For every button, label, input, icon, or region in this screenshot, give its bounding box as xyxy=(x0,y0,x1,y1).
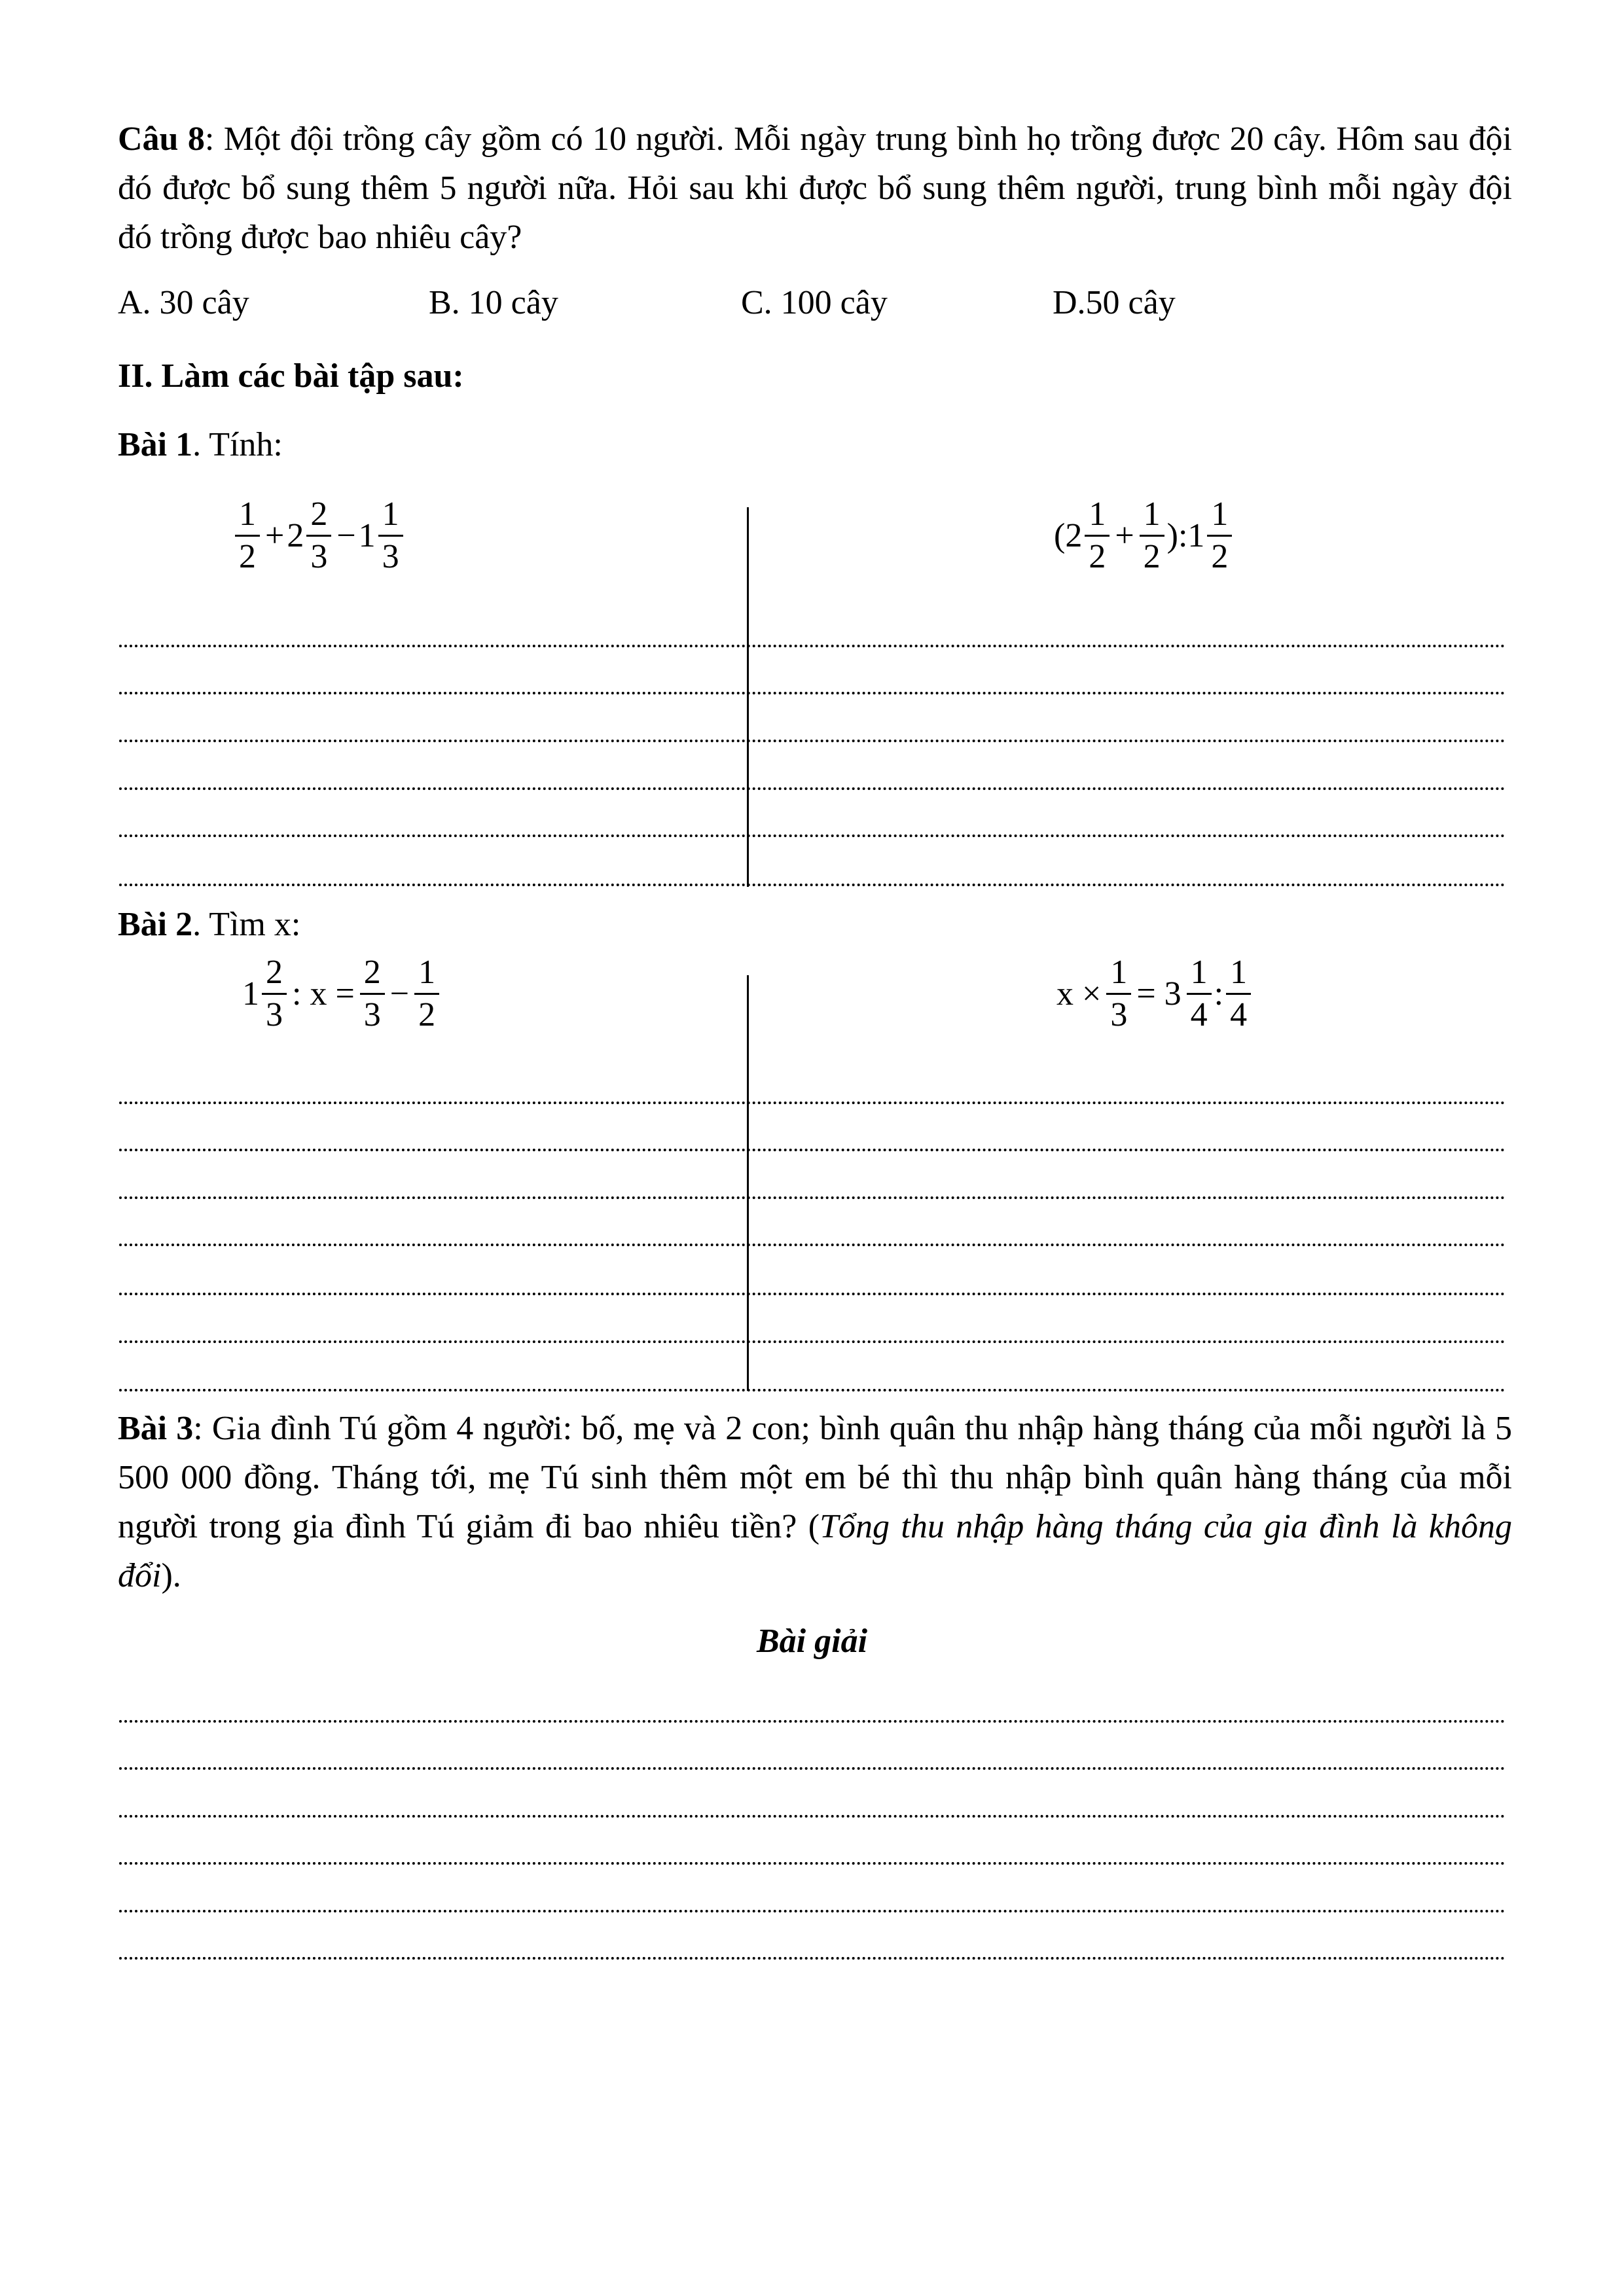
exercise-2-left-expression: 1 $\frac{2}{3}$ : x = $\frac{2}{3}$ − $\frac{1}{2}$ xyxy=(242,952,442,1035)
option-c: C. 100 cây xyxy=(741,284,888,321)
section-2-title: II. Làm các bài tập sau: xyxy=(118,357,464,395)
answer-line xyxy=(119,834,1506,837)
answer-line xyxy=(119,1244,1506,1246)
fraction: $\frac{1}{4}$ xyxy=(1226,952,1251,1035)
answer-line xyxy=(119,1862,1506,1865)
exercise-1-divider xyxy=(747,507,749,887)
question-8 xyxy=(118,115,1512,262)
answer-line xyxy=(119,692,1506,694)
exercise-3-text: : Gia đình Tú gồm 4 người: bố, mẹ và 2 con; bình quân thu nhập hàng tháng của mỗi người là 5 500 000 đồng. Tháng tới, mẹ Tú sinh thêm một em bé thì thu nhập bình quân hàng tháng của mỗi người trong gia đình Tú giảm đi bao nhiêu tiền? ( xyxy=(118,1410,1512,1545)
answer-line xyxy=(119,1815,1506,1818)
fraction: $\frac{1}{4}$ xyxy=(1187,952,1212,1035)
fraction: $\frac{1}{2}$ xyxy=(414,952,439,1035)
exercise-3-note: Tổng thu nhập hàng tháng của gia đình là không đổi xyxy=(118,1508,1512,1594)
fraction: $\frac{1}{3}$ xyxy=(378,494,403,577)
exercise-2-divider xyxy=(747,975,749,1391)
exercise-2-heading xyxy=(118,900,300,949)
fraction: $\frac{2}{3}$ xyxy=(360,952,385,1035)
answer-line xyxy=(119,1293,1506,1295)
answer-line xyxy=(119,1767,1506,1770)
answer-line xyxy=(119,1102,1506,1104)
exercise-2-text: . Tìm x: xyxy=(192,906,301,943)
answer-line xyxy=(119,1196,1506,1199)
exercise-1-text: . Tính: xyxy=(192,426,283,463)
option-a: A. 30 cây xyxy=(118,284,249,321)
question-8-label: Câu 8 xyxy=(118,120,205,158)
answer-line xyxy=(119,884,1506,886)
exercise-3: Bài 3: Gia đình Tú gồm 4 người: bố, mẹ và 2 con; bình quân thu nhập hàng tháng của mỗi người là 5 500 000 đồng. Tháng tới, mẹ Tú sinh thêm một em bé thì thu nhập bình quân hàng tháng của mỗi người trong gia đình Tú giảm đi bao nhiêu tiền? (Tổng thu nhập hàng tháng của gia đình là không đổi). xyxy=(118,1410,1512,1594)
exercise-1-heading xyxy=(118,420,283,469)
fraction: $\frac{1}{3}$ xyxy=(1106,952,1131,1035)
answer-line xyxy=(119,1720,1506,1723)
fraction: $\frac{1}{2}$ xyxy=(1085,494,1110,577)
answer-line xyxy=(119,1957,1506,1960)
fraction: $\frac{2}{3}$ xyxy=(306,494,331,577)
solution-title: Bài giải xyxy=(756,1623,868,1660)
exercise-2-label: Bài 2 xyxy=(118,906,193,943)
exercise-1-left-expression: $\frac{1}{2}$ + 2 $\frac{2}{3}$ − 1 $\frac{1}{3}$ xyxy=(232,494,406,577)
question-8-text: : Một đội trồng cây gồm có 10 người. Mỗi ngày trung bình họ trồng được 20 cây. Hôm sau đội đó được bổ sung thêm 5 người nữa. Hỏi sau khi được bổ sung thêm người, trung bình mỗi ngày đội đó trồng được bao nhiêu cây? xyxy=(118,120,1512,256)
fraction: $\frac{1}{2}$ xyxy=(1140,494,1164,577)
exercise-1-right-expression: (2 $\frac{1}{2}$ + $\frac{1}{2}$ ):1 $\frac{1}{2}$ xyxy=(1054,494,1235,577)
answer-line xyxy=(119,1389,1506,1391)
fraction: $\frac{2}{3}$ xyxy=(262,952,287,1035)
fraction: $\frac{1}{2}$ xyxy=(235,494,260,577)
option-d: D.50 cây xyxy=(1053,284,1176,321)
exercise-3-label: Bài 3 xyxy=(118,1410,194,1447)
answer-line xyxy=(119,645,1506,647)
fraction: $\frac{1}{2}$ xyxy=(1207,494,1232,577)
answer-line xyxy=(119,740,1506,742)
answer-line xyxy=(119,1910,1506,1912)
answer-line xyxy=(119,1340,1506,1343)
option-b: B. 10 cây xyxy=(429,284,558,321)
answer-line xyxy=(119,787,1506,790)
exercise-1-label: Bài 1 xyxy=(118,426,193,463)
answer-line xyxy=(119,1149,1506,1151)
exercise-2-right-expression: x × $\frac{1}{3}$ = 3 $\frac{1}{4}$ : $\frac{1}{4}$ xyxy=(1054,952,1254,1035)
